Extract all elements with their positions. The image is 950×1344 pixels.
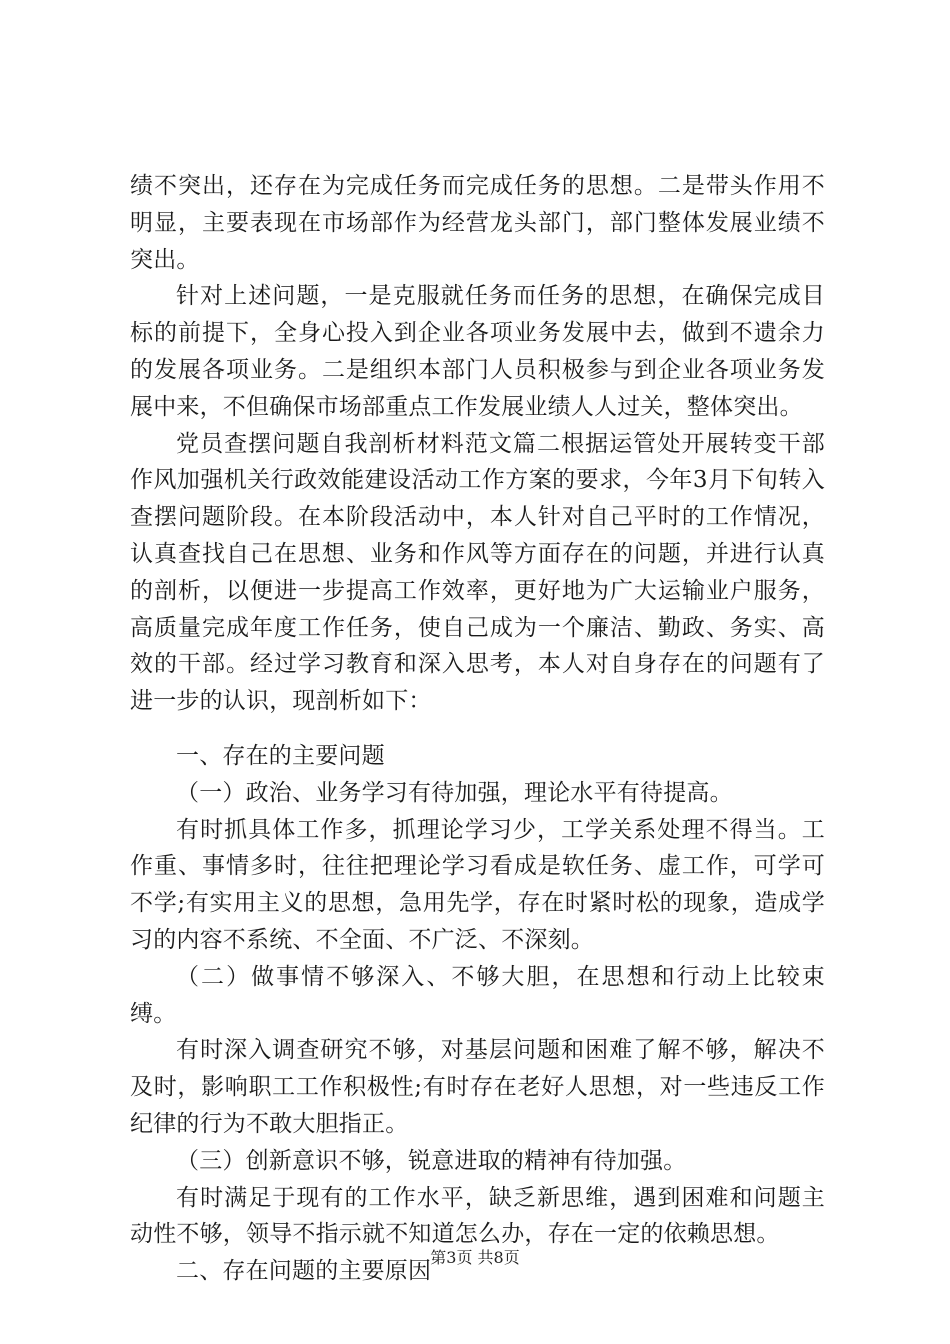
paragraph-6: 有时满足于现有的工作水平，缺乏新思维，遇到困难和问题主动性不够，领导不指示就不知道怎么办，存在一定的依赖思想。 bbox=[130, 1184, 825, 1248]
paragraph-3: 党员查摆问题自我剖析材料范文篇二根据运管处开展转变干部作风加强机关行政效能建设活动工作方案的要求，今年3月下旬转入查摆问题阶段。在本阶段活动中，本人针对自己平时的工作情况，认真查找自己在思想、业务和作风等方面存在的问题，并进行认真的剖析，以便进一步提高工作效率，更好地为广大运输业户服务，高质量完成年度工作任务，使自己成为一个廉洁、勤政、务实、高效的干部。经过学习教育和深入思考，本人对自身存在的问题有了进一步的认识，现剖析如下： bbox=[130, 430, 825, 715]
paragraph-2: 针对上述问题，一是克服就任务而任务的思想，在确保完成目标的前提下，全身心投入到企业各项业务发展中去，做到不遗余力的发展各项业务。二是组织本部门人员积极参与到企业各项业务发展中来，不但确保市场部重点工作发展业绩人人过关，整体突出。 bbox=[130, 283, 825, 420]
paragraph-4: 有时抓具体工作多，抓理论学习少，工学关系处理不得当。工作重、事情多时，往往把理论学习看成是软任务、虚工作，可学可不学;有实用主义的思想，急用先学，存在时紧时松的现象，造成学习的内容不系统、不全面、不广泛、不深刻。 bbox=[130, 816, 825, 953]
document-body bbox=[130, 168, 825, 1290]
paragraph-5: 有时深入调查研究不够，对基层问题和困难了解不够，解决不及时，影响职工工作积极性;有时存在老好人思想，对一些违反工作纪律的行为不敢大胆指正。 bbox=[130, 1037, 825, 1137]
section-heading-1: 一、存在的主要问题 bbox=[176, 742, 385, 769]
subheading-3: （三）创新意识不够，锐意进取的精神有待加强。 bbox=[176, 1147, 687, 1174]
page-number-footer: 第3页 共8页 bbox=[430, 1248, 520, 1267]
subheading-1: （一）政治、业务学习有待加强，理论水平有待提高。 bbox=[176, 779, 733, 806]
subheading-2: （二）做事情不够深入、不够大胆，在思想和行动上比较束缚。 bbox=[130, 963, 825, 1027]
paragraph-1: 绩不突出，还存在为完成任务而完成任务的思想。二是带头作用不明显，主要表现在市场部作为经营龙头部门，部门整体发展业绩不突出。 bbox=[130, 173, 825, 273]
section-heading-2: 二、存在问题的主要原因 bbox=[176, 1258, 432, 1285]
